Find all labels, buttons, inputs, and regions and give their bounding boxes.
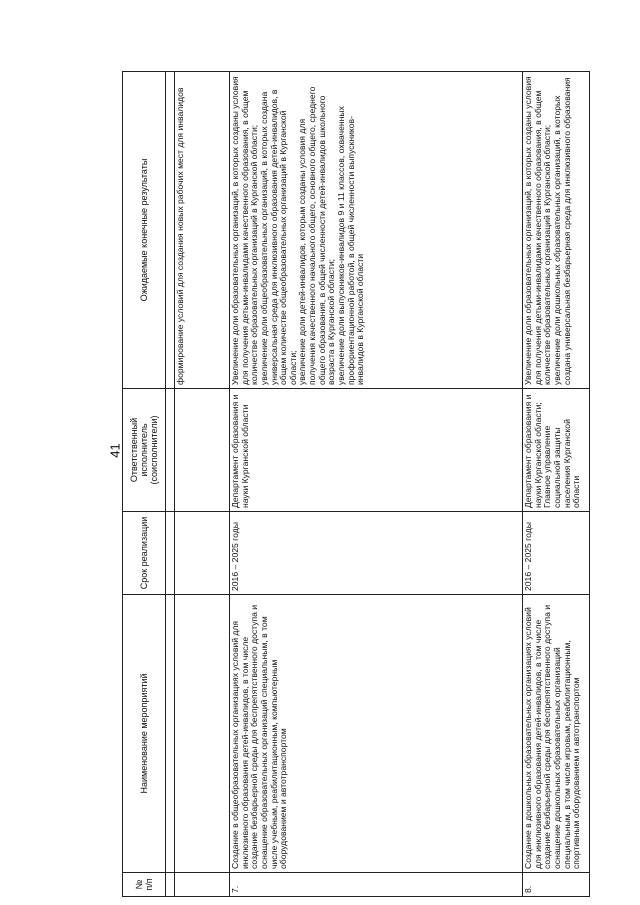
- result-item: увеличение доли выпускников-инвалидов 9 и 11 классов, охваченных профориентационной работой, в общей численности выпускников-инвалидов в Курганской области: [335, 106, 366, 385]
- header-name: Наименование мероприятий: [123, 595, 166, 873]
- cell-period: 2016 – 2025 годы: [523, 512, 590, 595]
- result-item: Увеличение доли образовательных организаций, в которых созданы условия для получения детьми-инвалидами качественного образования, в общем количестве образовательных организаций в Курганской области;: [523, 76, 553, 385]
- cell-period: 2016 – 2025 годы: [230, 512, 523, 595]
- header-period: Срок реализации: [123, 512, 166, 595]
- header-results: Ожидаемые конечные результаты: [123, 72, 166, 389]
- rotated-table-container: [122, 72, 582, 897]
- page-number: 41: [107, 443, 123, 458]
- result-item: увеличение доли детей-инвалидов, которым созданы условия для получения качественного начального общего, основного общего, среднего общего образования, в общей численности детей-инвалидов школьного возраста в Курганской области;: [297, 86, 337, 385]
- measures-table: [122, 71, 590, 897]
- cell-results: формирование условий для создания новых рабочих мест для инвалидов: [175, 72, 230, 389]
- header-row: [123, 72, 166, 897]
- cell-num: 7.: [230, 873, 523, 897]
- cell-results: [230, 72, 523, 389]
- header-num: № п/п: [123, 873, 166, 897]
- result-item: увеличение доли дошкольных образовательных организаций, в которых создана универсальная безбарьерная среда для инклюзивного образования: [551, 77, 572, 385]
- result-item: увеличение доли общеобразовательных организаций, в которых создана универсальная среда для инклюзивного образования детей-инвалидов, в общем количестве общеобразовательных организаций в Курганской области;: [258, 89, 298, 385]
- cell-responsible: Департамент образования и науки Курганской области: [230, 389, 523, 512]
- table-row-8: [523, 72, 590, 897]
- table-row-continuation: [175, 72, 230, 897]
- cell-num: 8.: [523, 873, 590, 897]
- cell-results: [523, 72, 590, 389]
- cell-name: Создание в общеобразовательных организациях условий для инклюзивного образования детей-инвалидов, в том числе создание безбарьерной среды для беспрепятственного доступа и оснащение образовательных организаций специальным, в том числе учебным, реабилитационным, компьютерным оборудованием и автотранспортом: [230, 595, 523, 873]
- cell-name: Создание в дошкольных образовательных организациях условий для инклюзивного образования детей-инвалидов, в том числе создание безбарьерной среды для беспрепятственного доступа и оснащение дошкольных образовательных организаций специальным, в том числе игровым, реабилитационным, спортивным оборудованием и автотранспортом: [523, 595, 590, 873]
- result-item: Увеличение доли образовательных организаций, в которых созданы условия для получения детьми-инвалидами качественного образования, в общем количестве образовательных организаций в Курганской области;: [230, 76, 260, 385]
- cell-responsible: Департамент образования и науки Курганской области; Главное управление социальной защиты населения Курганской области: [523, 389, 590, 512]
- column-number-row: [166, 72, 175, 897]
- header-responsible: Ответственный исполнитель (соисполнители): [123, 389, 166, 512]
- table-row-7: [230, 72, 523, 897]
